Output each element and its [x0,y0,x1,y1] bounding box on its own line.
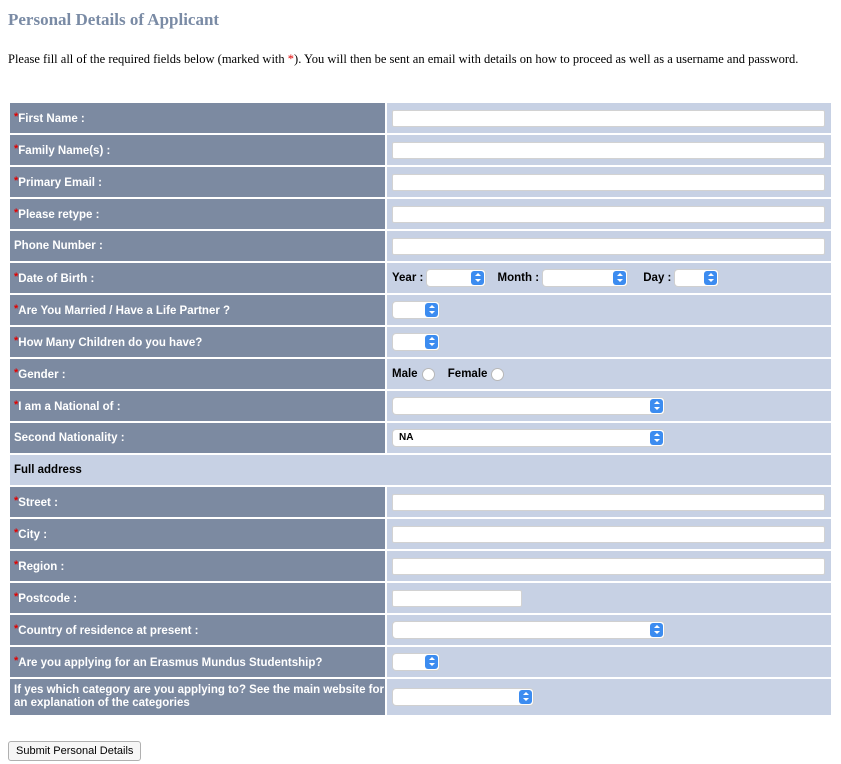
city-label [10,519,385,549]
page-title: Personal Details of Applicant [8,10,220,29]
married-select[interactable] [392,301,440,319]
city-input[interactable] [392,526,825,543]
required-marker: * [14,623,19,635]
required-marker: * [14,335,19,347]
chevron-up-down-icon [425,335,438,349]
required-marker: * [14,527,19,539]
residence-label [10,615,385,645]
married-label [10,295,385,325]
row-primary-email [10,167,831,197]
gender-male-label: Male [392,368,418,380]
chevron-up-down-icon [650,623,663,637]
nationality-label [10,391,385,421]
required-asterisk: * [287,52,295,66]
residence-select[interactable] [392,621,665,639]
category-label-text: If yes which category are you applying to? See the main website for an explanation of the categories [14,684,385,709]
personal-details-form [8,101,833,717]
row-family-name [10,135,831,165]
row-second-nationality [10,423,831,453]
row-category [10,679,831,715]
row-gender [10,359,831,389]
phone-input[interactable] [392,238,825,255]
family-name-input[interactable] [392,142,825,159]
full-address-heading: Full address [10,455,831,485]
row-children [10,327,831,357]
dob-year-label: Year : [392,272,424,284]
row-postcode [10,583,831,613]
gender-female-radio[interactable] [491,368,504,381]
required-marker: * [14,559,19,571]
required-marker: * [14,175,19,187]
dob-fields [387,263,831,293]
dob-day-label: Day : [643,272,672,284]
retype-email-input[interactable] [392,206,825,223]
street-label [10,487,385,517]
required-marker: * [14,399,19,411]
street-input[interactable] [392,494,825,511]
retype-email-label [10,199,385,229]
gender-male-radio[interactable] [422,368,435,381]
postcode-label-text: Postcode : [18,593,78,605]
gender-label [10,359,385,389]
required-marker: * [14,271,19,283]
region-label-text: Region : [18,561,65,573]
row-married [10,295,831,325]
retype-email-label-text: Please retype : [18,209,100,221]
chevron-up-down-icon [519,690,532,704]
primary-email-label-text: Primary Email : [18,177,103,189]
chevron-up-down-icon [425,303,438,317]
first-name-label [10,103,385,133]
street-label-text: Street : [18,497,58,509]
chevron-up-down-icon [425,655,438,669]
second-nationality-label-text: Second Nationality : [14,432,125,444]
chevron-up-down-icon [704,271,717,285]
required-marker: * [14,495,19,507]
category-select[interactable] [392,688,534,706]
nationality-select[interactable] [392,397,665,415]
primary-email-input[interactable] [392,174,825,191]
intro-text [8,52,833,67]
first-name-input[interactable] [392,110,825,127]
second-nationality-label [10,423,385,453]
nationality-label-text: I am a National of : [18,401,121,413]
gender-female-label: Female [447,368,488,380]
dob-label-text: Date of Birth : [18,273,95,285]
phone-label [10,231,385,261]
intro-text-end: ). You will then be sent an email with details on how to proceed as well as a username and password. [294,52,799,66]
erasmus-label [10,647,385,677]
category-label [10,679,385,715]
phone-label-text: Phone Number : [14,240,103,252]
chevron-up-down-icon [650,399,663,413]
required-marker: * [14,655,19,667]
required-marker: * [14,591,19,603]
intro-text-start: Please fill all of the required fields below (marked with [8,52,288,66]
children-label [10,327,385,357]
erasmus-label-text: Are you applying for an Erasmus Mundus Studentship? [18,657,323,669]
row-city [10,519,831,549]
row-full-address-heading [10,455,831,485]
required-marker: * [14,207,19,219]
row-date-of-birth [10,263,831,293]
family-name-label [10,135,385,165]
chevron-up-down-icon [471,271,484,285]
dob-month-label: Month : [497,272,540,284]
row-region [10,551,831,581]
city-label-text: City : [18,529,48,541]
family-name-label-text: Family Name(s) : [18,145,111,157]
dob-year-select[interactable] [426,269,486,287]
required-marker: * [14,303,19,315]
second-nationality-select[interactable] [392,429,665,447]
married-label-text: Are You Married / Have a Life Partner ? [18,305,231,317]
row-phone [10,231,831,261]
region-input[interactable] [392,558,825,575]
children-select[interactable] [392,333,440,351]
first-name-label-text: First Name : [18,113,85,125]
row-retype-email [10,199,831,229]
row-first-name [10,103,831,133]
residence-label-text: Country of residence at present : [18,625,199,637]
required-marker: * [14,367,19,379]
postcode-input[interactable] [392,590,522,607]
region-label [10,551,385,581]
second-nationality-value: NA [399,432,414,443]
required-marker: * [14,143,19,155]
dob-label [10,263,385,293]
children-label-text: How Many Children do you have? [18,337,203,349]
required-marker: * [14,111,19,123]
row-residence [10,615,831,645]
row-erasmus [10,647,831,677]
row-nationality [10,391,831,421]
erasmus-select[interactable] [392,653,440,671]
submit-personal-details-button[interactable]: Submit Personal Details [8,741,141,761]
gender-label-text: Gender : [18,369,66,381]
primary-email-label [10,167,385,197]
chevron-up-down-icon [613,271,626,285]
row-street [10,487,831,517]
chevron-up-down-icon [650,431,663,445]
postcode-label [10,583,385,613]
dob-month-select[interactable] [542,269,628,287]
gender-options [387,359,831,389]
dob-day-select[interactable] [674,269,719,287]
